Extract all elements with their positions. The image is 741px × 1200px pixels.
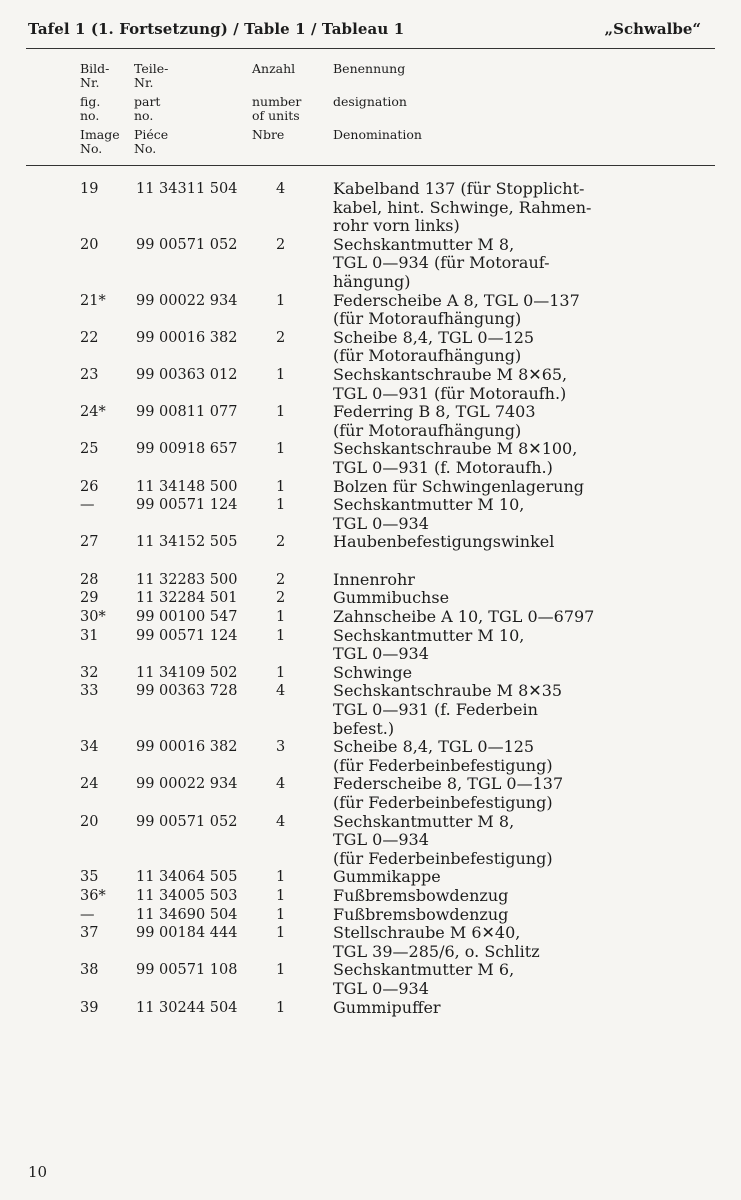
quantity: 1 [276,962,286,979]
designation-line: Gummikappe [333,867,441,887]
designation-line: (für Federbeinbefestigung) [333,793,553,812]
image-number: 28 [80,571,99,588]
part-number: 11 34148 500 [136,478,238,495]
part-number: 11 34152 505 [136,534,238,551]
designation-line: TGL 0—934 [333,830,429,850]
designation-line: TGL 0—931 (f. Motoraufh.) [333,457,553,477]
part-number: 99 00016 382 [136,739,238,756]
designation [333,366,618,403]
quantity: 1 [276,869,286,886]
table-row [0,924,741,961]
designation-line: Gummipuffer [333,997,441,1017]
col-image-en: fig. no. [80,94,101,123]
designation-line: befest.) [333,718,395,738]
table-row [0,999,741,1018]
designation-line: Schwinge [333,662,413,682]
image-number: 20 [80,813,99,830]
designation-line: Federring B 8, TGL 7403 [333,402,536,422]
designation [333,887,618,906]
table-row [0,533,741,552]
designation-line: Sechskantschraube M 8✕100, [333,439,578,459]
image-number: 31 [80,627,99,644]
designation [333,738,618,775]
designation-line: Sechskantmutter M 6, [333,960,515,980]
designation [333,589,618,608]
designation-line: Kabelband 137 (für Stopplicht- [333,179,585,198]
table-row [0,292,741,329]
designation-line: Federscheibe 8, TGL 0—137 [333,774,564,794]
designation-line: TGL 0—931 (f. Federbein [333,700,538,720]
quantity: 1 [276,887,286,904]
designation [333,440,618,477]
table-row [0,608,741,627]
designation-line: Stellschraube M 6✕40, [333,923,521,943]
designation-line: Sechskantschraube M 8✕65, [333,364,568,384]
page-title: Tafel 1 (1. Fortsetzung) / Table 1 / Tableau 1 [28,20,405,38]
quantity: 1 [276,999,286,1016]
part-number: 99 00918 657 [136,441,238,458]
quantity: 2 [276,590,286,607]
part-number: 11 34690 504 [136,906,238,923]
image-number: — [80,497,95,514]
designation [333,608,618,627]
designation [333,533,618,552]
quantity: 1 [276,478,286,495]
image-number: — [80,906,95,923]
table-row [0,738,741,775]
designation [333,924,618,961]
table-row [0,682,741,738]
designation-line: hängung) [333,271,411,291]
image-number: 21* [80,292,106,309]
table-row [0,180,741,236]
image-number: 27 [80,534,99,551]
designation-line: rohr vorn links) [333,216,460,236]
part-number: 99 00184 444 [136,925,238,942]
col-units-de: Anzahl [252,61,296,76]
designation-line: Sechskantmutter M 10, [333,495,525,515]
part-number: 99 00022 934 [136,776,238,793]
designation [333,813,618,869]
col-image-de: Bild- Nr. [80,61,110,90]
part-number: 99 00363 728 [136,683,238,700]
quantity: 1 [276,404,286,421]
quantity: 1 [276,906,286,923]
quantity: 1 [276,627,286,644]
designation [333,236,618,292]
designation [333,868,618,887]
image-number: 39 [80,999,99,1016]
designation-line: Bolzen für Schwingenlagerung [333,476,584,496]
image-number: 38 [80,962,99,979]
part-number: 99 00571 108 [136,962,238,979]
designation-line: kabel, hint. Schwinge, Rahmen- [333,197,592,217]
quantity: 2 [276,571,286,588]
part-number: 99 00571 052 [136,236,238,253]
image-number: 34 [80,739,99,756]
table-row [0,906,741,925]
col-units-en: number of units [252,94,302,123]
table-row [0,403,741,440]
designation-line: Innenrohr [333,569,415,589]
col-part-fr: Piéce No. [134,127,169,156]
image-number: 32 [80,664,99,681]
col-part-de: Teile- Nr. [134,61,169,90]
header-divider [26,165,715,166]
parts-table [0,180,741,1017]
designation-line: Sechskantmutter M 8, [333,811,515,831]
quantity: 1 [276,925,286,942]
table-row [0,775,741,812]
table-row [0,366,741,403]
part-number: 99 00571 124 [136,627,238,644]
image-number: 26 [80,478,99,495]
designation-line: Federscheibe A 8, TGL 0—137 [333,290,580,310]
image-number: 20 [80,236,99,253]
image-number: 33 [80,683,99,700]
designation-line: Scheibe 8,4, TGL 0—125 [333,327,535,347]
designation [333,180,618,236]
designation-line: (für Federbeinbefestigung) [333,755,553,775]
part-number: 99 00022 934 [136,292,238,309]
designation [333,496,618,533]
part-number: 99 00363 012 [136,366,238,383]
table-row [0,868,741,887]
designation-line: Scheibe 8,4, TGL 0—125 [333,737,535,757]
table-row [0,664,741,683]
col-name-fr: Denomination [333,127,422,142]
part-number: 11 32284 501 [136,590,238,607]
designation [333,403,618,440]
image-number: 35 [80,869,99,886]
part-number: 99 00811 077 [136,404,238,421]
quantity: 2 [276,534,286,551]
image-number: 19 [80,181,99,197]
image-number: 24 [80,776,99,793]
table-row [0,329,741,366]
designation [333,571,618,590]
quantity: 4 [276,813,286,830]
designation [333,682,618,738]
designation-line: Gummibuchse [333,588,450,608]
quantity: 1 [276,292,286,309]
designation-line: (für Motoraufhängung) [333,346,522,366]
image-number: 22 [80,329,99,346]
part-number: 99 00016 382 [136,329,238,346]
quantity: 2 [276,236,286,253]
col-name-en: designation [333,94,407,109]
quantity: 4 [276,181,286,197]
part-number: 99 00571 124 [136,497,238,514]
designation-line: Sechskantmutter M 8, [333,234,515,254]
part-number: 11 32283 500 [136,571,238,588]
col-part-en: part no. [134,94,161,123]
quantity: 2 [276,329,286,346]
col-units-fr: Nbre [252,127,285,142]
designation [333,664,618,683]
designation-line: TGL 0—934 [333,644,429,664]
table-row [0,961,741,998]
top-divider [26,48,715,49]
designation-line: Sechskantschraube M 8✕35 [333,681,563,701]
designation-line: TGL 0—934 (für Motorauf- [333,253,550,273]
table-row [0,236,741,292]
col-image-fr: Image No. [80,127,120,156]
designation [333,329,618,366]
designation-line: (für Motoraufhängung) [333,420,522,440]
page-number: 10 [28,1163,48,1181]
part-number: 99 00100 547 [136,609,238,626]
image-number: 25 [80,441,99,458]
table-row [0,589,741,608]
quantity: 1 [276,664,286,681]
designation [333,627,618,664]
table-row [0,813,741,869]
table-row [0,496,741,533]
designation-line: Zahnscheibe A 10, TGL 0—6797 [333,607,595,627]
designation-line: TGL 0—934 [333,513,429,533]
image-number: 37 [80,925,99,942]
table-row [0,627,741,664]
quantity: 1 [276,441,286,458]
part-number: 11 34005 503 [136,887,238,904]
image-number: 24* [80,404,106,421]
table-row [0,440,741,477]
part-number: 11 34311 504 [136,181,238,197]
designation [333,961,618,998]
quantity: 1 [276,366,286,383]
image-number: 30* [80,609,106,626]
table-row [0,478,741,497]
quantity: 1 [276,609,286,626]
quantity: 4 [276,776,286,793]
designation-line: (für Motoraufhängung) [333,309,522,329]
part-number: 99 00571 052 [136,813,238,830]
image-number: 23 [80,366,99,383]
designation [333,478,618,497]
image-number: 29 [80,590,99,607]
quantity: 3 [276,739,286,756]
designation-line: TGL 0—931 (für Motoraufh.) [333,383,567,403]
designation [333,906,618,925]
designation-line: TGL 39—285/6, o. Schlitz [333,941,540,961]
designation [333,292,618,329]
part-number: 11 34109 502 [136,664,238,681]
designation-line: TGL 0—934 [333,978,429,998]
model-name: „Schwalbe“ [604,20,701,38]
designation-line: Haubenbefestigungswinkel [333,532,555,552]
image-number: 36* [80,887,106,904]
designation [333,999,618,1018]
col-name-de: Benennung [333,61,406,76]
designation-line: Sechskantmutter M 10, [333,625,525,645]
designation-line: Fußbremsbowdenzug [333,904,509,924]
table-row [0,571,741,590]
part-number: 11 30244 504 [136,999,238,1016]
quantity: 1 [276,497,286,514]
designation-line: (für Federbeinbefestigung) [333,848,553,868]
part-number: 11 34064 505 [136,869,238,886]
designation-line: Fußbremsbowdenzug [333,885,509,905]
table-row [0,887,741,906]
quantity: 4 [276,683,286,700]
designation [333,775,618,812]
